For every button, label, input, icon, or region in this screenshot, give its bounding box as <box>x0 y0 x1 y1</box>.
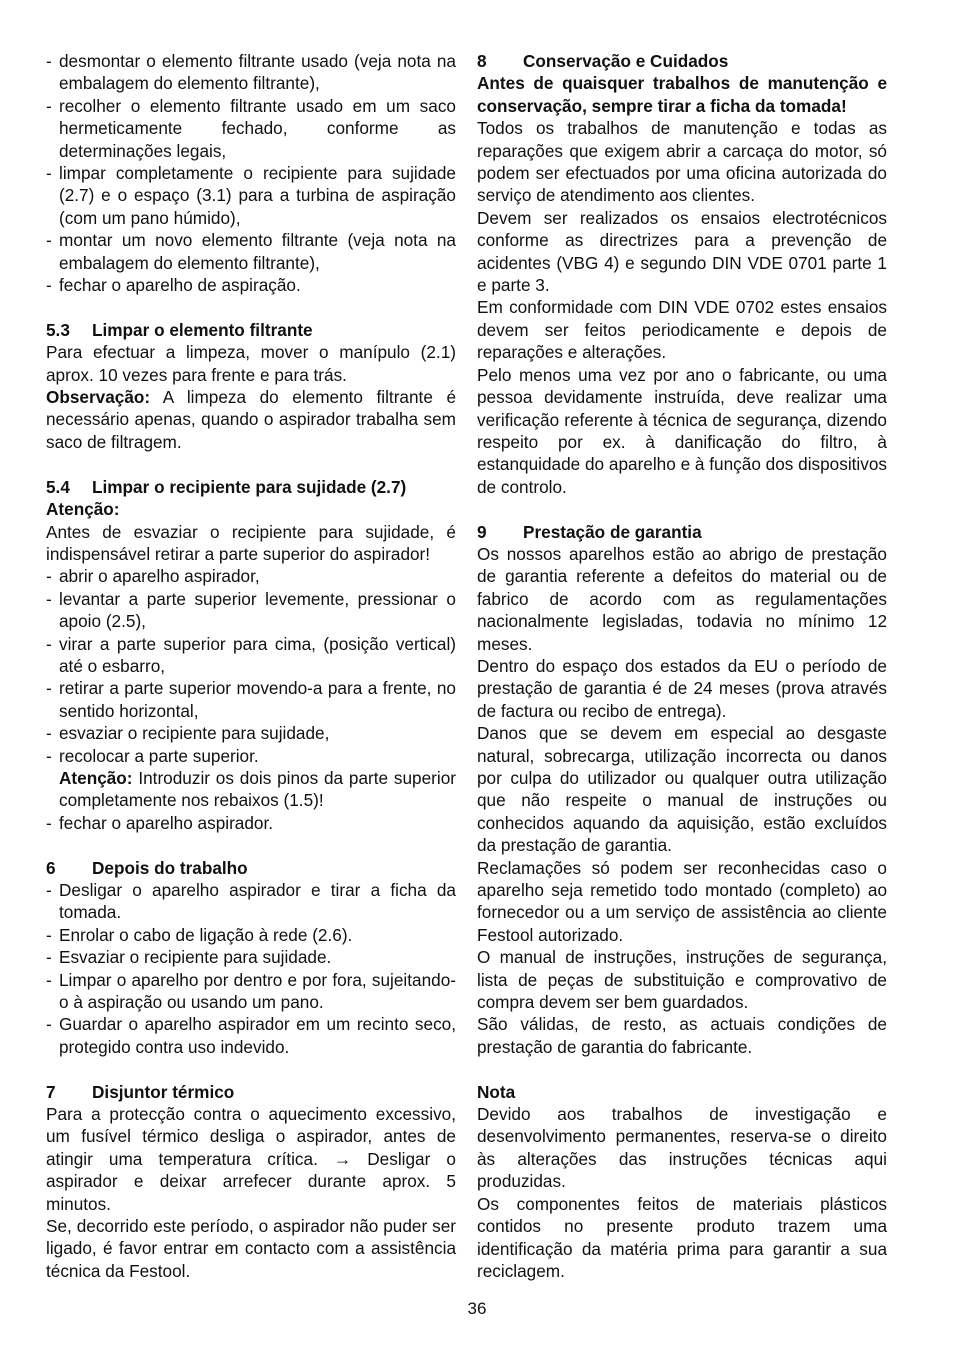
paragraph: Observação: A limpeza do elemento filtrante é necessário apenas, quando o aspirador trabalha sem saco de filtragem. <box>46 387 456 452</box>
section-heading-7: 7 Disjuntor térmico <box>46 1081 235 1102</box>
paragraph: Para a protecção contra o aquecimento excessivo, um fusível térmico desliga o aspirador, antes de atingir uma temperatura crítica. → Desligar o aspirador e deixar arrefecer durante aprox. 5 minutos. <box>46 1104 456 1214</box>
left-column <box>46 50 456 1282</box>
list-item: - fechar o aparelho aspirador. <box>46 812 274 833</box>
observation-label: Observação: <box>46 387 151 408</box>
section-heading-5-3: 5.3 Limpar o elemento filtrante <box>46 319 313 340</box>
list-item: - retirar a parte superior movendo-a para a frente, no sentido horizontal, <box>46 678 456 721</box>
section-heading-9: 9 Prestação de garantia <box>477 521 702 542</box>
section-heading-6: 6 Depois do trabalho <box>46 857 248 878</box>
list-item: - abrir o aparelho aspirador, <box>46 566 260 587</box>
paragraph: Danos que se devem em especial ao desgaste natural, sobrecarga, utilização incorrecta ou danos por culpa do utilizador ou qualquer outra utilização que não respeite o manual de instruções ou conhecidos aquando da aquisição, estão excluídos da prestação de garantia. <box>477 723 887 856</box>
attention-heading: Atenção: <box>46 499 120 520</box>
list-item: - Guardar o aparelho aspirador em um recinto seco, protegido contra uso indevido. <box>46 1014 456 1057</box>
paragraph: Devido aos trabalhos de investigação e desenvolvimento permanentes, reserva-se o direito às alterações das instruções técnicas aqui produzidas. <box>477 1104 887 1192</box>
list-item: - desmontar o elemento filtrante usado (veja nota na embalagem do elemento filtrante), <box>46 51 456 94</box>
section-heading-nota: Nota <box>477 1081 516 1102</box>
attention-note: Atenção: Introduzir os dois pinos da parte superior completamente nos rebaixos (1.5)! <box>59 767 456 811</box>
right-column <box>477 50 887 1282</box>
list-item: - fechar o aparelho de aspiração. <box>46 275 301 296</box>
paragraph: Dentro do espaço dos estados da EU o período de prestação de garantia é de 24 meses (prova através de factura ou recibo de entrega). <box>477 655 887 721</box>
list-item: - montar um novo elemento filtrante (veja nota na embalagem do elemento filtrante), <box>46 230 456 273</box>
warning-text: Antes de quaisquer trabalhos de manutenção e conservação, sempre tirar a ficha da tomada! <box>477 73 887 116</box>
list-item: - levantar a parte superior levemente, pressionar o apoio (2.5), <box>46 588 456 632</box>
paragraph: Para efectuar a limpeza, mover o manípulo (2.1) aprox. 10 vezes para frente e para trás. <box>46 342 456 385</box>
page-number: 36 <box>467 1299 487 1318</box>
list-item: - esvaziar o recipiente para sujidade, <box>46 723 330 744</box>
paragraph: Pelo menos uma vez por ano o fabricante, ou uma pessoa devidamente instruída, deve realizar uma verificação referente à técnica de segurança, dizendo respeito por ex. à danificação do filtro, à estanquidade do aparelho e à função dos dispositivos de controlo. <box>477 364 887 497</box>
list-item: - Enrolar o cabo de ligação à rede (2.6). <box>46 924 353 945</box>
list-item: - Limpar o aparelho por dentro e por fora, sujeitando-o à aspiração ou usando um pano. <box>46 969 456 1013</box>
paragraph: Se, decorrido este período, o aspirador não puder ser ligado, é favor entrar em contacto com a assistência técnica da Festool. <box>46 1216 456 1281</box>
paragraph: Antes de esvaziar o recipiente para sujidade, é indispensável retirar a parte superior do aspirador! <box>46 521 456 564</box>
paragraph: Os nossos aparelhos estão ao abrigo de prestação de garantia referente a defeitos do material ou de fabrico de acordo com as regulamentações nacionalmente legisladas, todavia no mínimo 12 meses. <box>477 543 887 654</box>
list-item: - limpar completamente o recipiente para sujidade (2.7) e o espaço (3.1) para a turbina de aspiração (com um pano húmido), <box>46 163 456 228</box>
paragraph: O manual de instruções, instruções de segurança, lista de peças de substituição e comprovativo de compra devem ser bem guardados. <box>477 947 887 1013</box>
list-item: - virar a parte superior para cima, (posição vertical) até o esbarro, <box>46 633 456 676</box>
section-heading-5-4: 5.4 Limpar o recipiente para sujidade (2.7) <box>46 476 407 497</box>
list-item: - recolocar a parte superior. <box>46 745 259 766</box>
paragraph: São válidas, de resto, as actuais condições de prestação de garantia do fabricante. <box>477 1014 887 1057</box>
section-heading-8: 8 Conservação e Cuidados <box>477 51 729 71</box>
paragraph: Todos os trabalhos de manutenção e todas as reparações que exigem abrir a carcaça do motor, só podem ser efectuados por uma oficina autorizada do serviço de atendimento aos clientes. <box>477 118 887 206</box>
list-item: - Desligar o aparelho aspirador e tirar a ficha da tomada. <box>46 879 456 923</box>
paragraph: Reclamações só podem ser reconhecidas caso o aparelho seja remetido todo montado (completo) ao fornecedor ou a um serviço de assistência ao cliente Festool autorizado. <box>477 857 887 945</box>
list-item: - Esvaziar o recipiente para sujidade. <box>46 947 332 968</box>
list-item: - recolher o elemento filtrante usado em um saco hermeticamente fechado, conforme as determinações legais, <box>46 95 456 161</box>
paragraph: Devem ser realizados os ensaios electrotécnicos conforme as directrizes para a prevenção de acidentes (VBG 4) e segundo DIN VDE 0701 parte 1 e parte 3. <box>477 207 887 296</box>
paragraph: Os componentes feitos de materiais plásticos contidos no presente produto trazem uma identificação da matéria prima para garantir a sua reciclagem. <box>477 1193 887 1281</box>
paragraph: Em conformidade com DIN VDE 0702 estes ensaios devem ser feitos periodicamente e depois de reparações e alterações. <box>477 297 887 363</box>
